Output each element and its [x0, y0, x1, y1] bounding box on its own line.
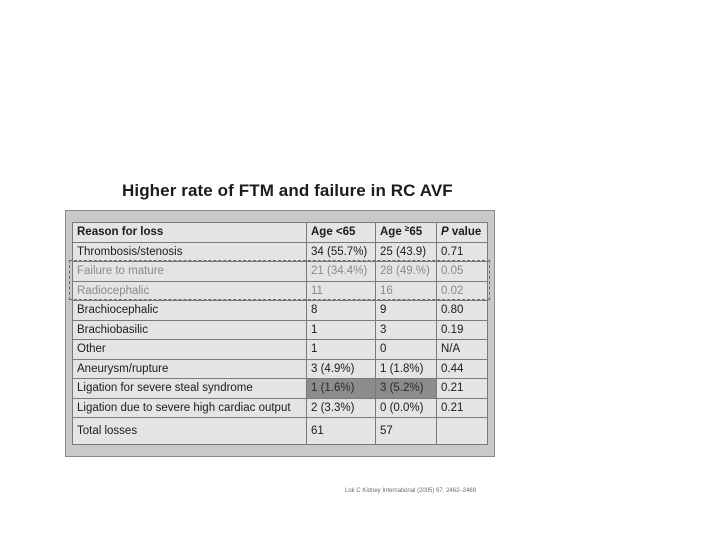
- header-age-65-plus-suffix: 65: [409, 226, 423, 239]
- row-age-65-plus: 3: [376, 320, 437, 340]
- row-age-under-65: 11: [307, 281, 376, 301]
- row-reason: Failure to mature: [73, 262, 307, 282]
- row-age-under-65: 34 (55.7%): [307, 242, 376, 262]
- header-reason: Reason for loss: [73, 223, 307, 243]
- row-reason: Ligation due to severe high cardiac output: [73, 398, 307, 418]
- row-age-65-plus: 3 (5.2%): [376, 379, 437, 399]
- row-reason: Other: [73, 340, 307, 360]
- row-age-under-65: 1: [307, 340, 376, 360]
- total-age-under-65: 61: [307, 418, 376, 445]
- row-age-65-plus: 1 (1.8%): [376, 359, 437, 379]
- header-p-letter: P: [441, 226, 449, 239]
- row-age-65-plus: 0: [376, 340, 437, 360]
- slide-title: Higher rate of FTM and failure in RC AVF: [122, 181, 453, 200]
- total-p-value: [437, 418, 488, 445]
- row-reason: Radiocephalic: [73, 281, 307, 301]
- row-reason: Aneurysm/rupture: [73, 359, 307, 379]
- row-age-under-65: 3 (4.9%): [307, 359, 376, 379]
- row-age-65-plus: 16: [376, 281, 437, 301]
- row-p-value: 0.05: [437, 262, 488, 282]
- row-p-value: 0.80: [437, 301, 488, 321]
- table-row: [73, 359, 488, 379]
- row-p-value: 0.21: [437, 379, 488, 399]
- citation: Lok C Kidney International (2005) 67, 2462–2469: [345, 488, 477, 494]
- table-row: [73, 379, 488, 399]
- row-age-under-65: 1: [307, 320, 376, 340]
- row-reason: Thrombosis/stenosis: [73, 242, 307, 262]
- row-p-value: 0.71: [437, 242, 488, 262]
- row-p-value: 0.02: [437, 281, 488, 301]
- row-reason: Brachiobasilic: [73, 320, 307, 340]
- table-row: [73, 281, 488, 301]
- loss-reasons-table: [72, 222, 488, 445]
- header-age-65-plus: [376, 223, 437, 243]
- header-age-under-65: Age <65: [307, 223, 376, 243]
- table-header-row: [73, 223, 488, 243]
- row-reason: Brachiocephalic: [73, 301, 307, 321]
- header-age-65-plus-prefix: Age: [380, 226, 405, 239]
- total-age-65-plus: 57: [376, 418, 437, 445]
- header-age-65-plus-symbol: ≥: [404, 224, 410, 234]
- table-row: [73, 242, 488, 262]
- row-age-under-65: 1 (1.6%): [307, 379, 376, 399]
- row-p-value: 0.44: [437, 359, 488, 379]
- row-age-under-65: 2 (3.3%): [307, 398, 376, 418]
- row-p-value: 0.19: [437, 320, 488, 340]
- row-reason: Ligation for severe steal syndrome: [73, 379, 307, 399]
- table-row: [73, 320, 488, 340]
- row-age-under-65: 21 (34.4%): [307, 262, 376, 282]
- table-total-row: [73, 418, 488, 445]
- row-age-65-plus: 9: [376, 301, 437, 321]
- header-p-value: [437, 223, 488, 243]
- row-age-65-plus: 0 (0.0%): [376, 398, 437, 418]
- row-age-65-plus: 28 (49.%): [376, 262, 437, 282]
- row-age-under-65: 8: [307, 301, 376, 321]
- table-row: [73, 398, 488, 418]
- table-row: [73, 301, 488, 321]
- row-p-value: 0.21: [437, 398, 488, 418]
- row-p-value: N/A: [437, 340, 488, 360]
- table-row: [73, 340, 488, 360]
- total-label: Total losses: [73, 418, 307, 445]
- header-p-rest: value: [448, 226, 482, 239]
- row-age-65-plus: 25 (43.9): [376, 242, 437, 262]
- table-row: [73, 262, 488, 282]
